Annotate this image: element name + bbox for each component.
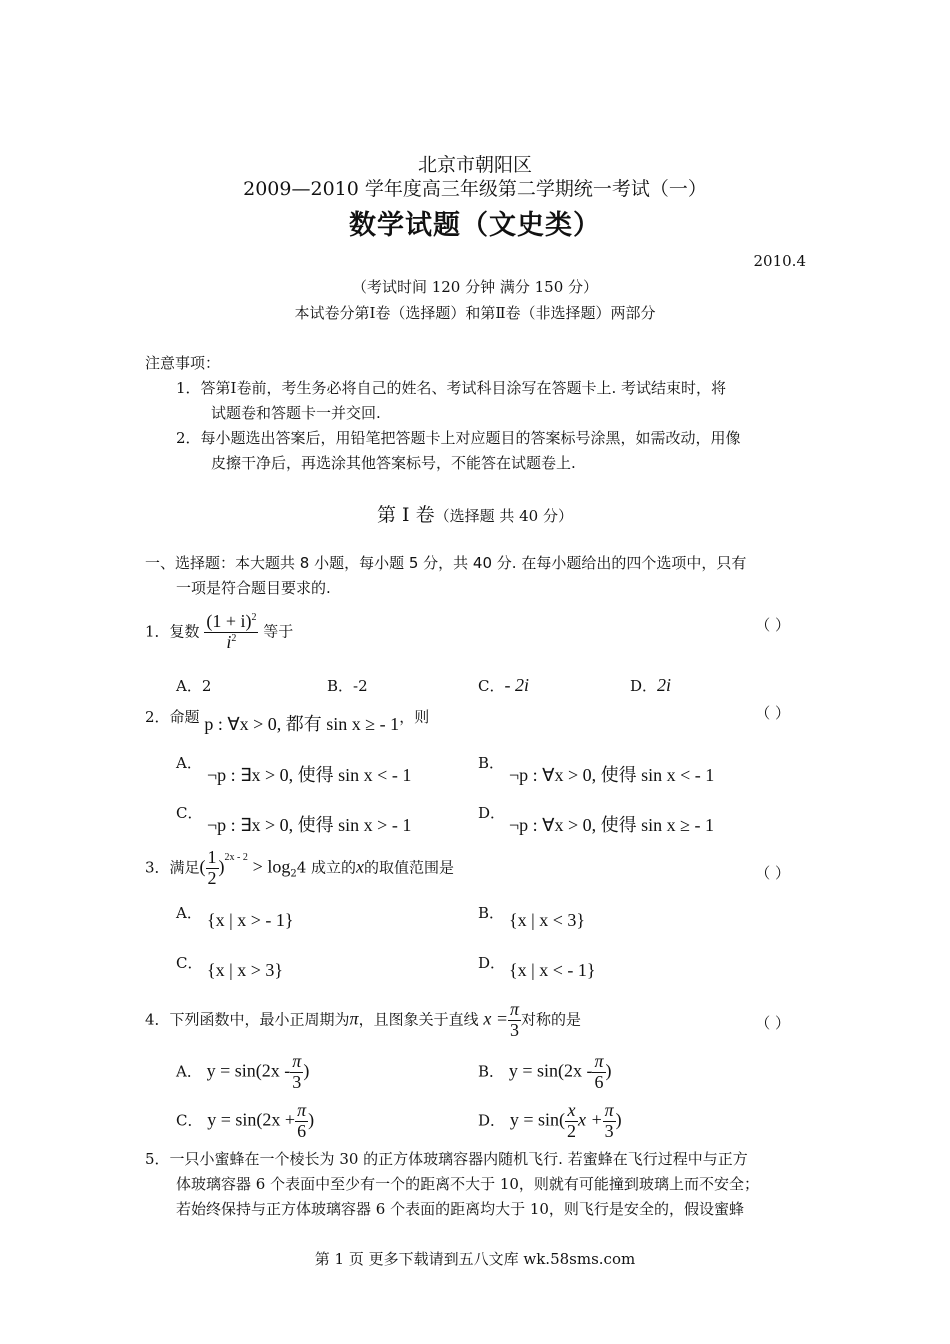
question-4-fraction <box>508 1000 521 1041</box>
question-4 <box>145 1000 581 1041</box>
option-3-c-text: {x | x > 3} <box>207 960 284 980</box>
q3-exponent: 2x - 2 <box>224 852 248 864</box>
page-footer: 第 1 页 更多下载请到五八文库 wk.58sms.com <box>314 1250 636 1268</box>
option-3-b-text: {x | x < 3} <box>509 910 586 930</box>
subject-title: 数学试题（文史类） <box>349 210 601 241</box>
exam-title: 2009—2010 学年度高三年级第二学期统一考试（一） <box>243 178 707 200</box>
section-instruction-line1: 一、选择题：本大题共 8 小题，每小题 5 分，共 40 分. 在每小题给出的四个选项中，只有 <box>145 554 747 572</box>
option-4-a <box>176 1052 309 1093</box>
question-3-suffix: 的取值范围是 <box>364 858 455 877</box>
question-2-prefix: 2．命题 <box>145 708 200 726</box>
school-title: 北京市朝阳区 <box>417 154 532 176</box>
option-fraction <box>592 1052 605 1093</box>
q3-variable: x <box>356 856 365 877</box>
option-2-b-text: ¬p : ∀x > 0, 使得 sin x < - 1 <box>509 765 715 785</box>
option-4-c <box>176 1101 314 1142</box>
option-label: A． <box>176 1062 202 1081</box>
notice-heading: 注意事项： <box>145 354 221 372</box>
q3-frac-numerator: 1 <box>207 847 217 867</box>
option-1-c <box>478 675 529 696</box>
question-4-prefix: 4．下列函数中，最小正周期为 <box>145 1010 350 1029</box>
option-post: ) <box>308 1109 315 1130</box>
frac-denominator: 3 <box>604 1120 614 1141</box>
option-3-a-label: A． <box>176 904 202 922</box>
option-label: C． <box>478 677 505 695</box>
option-2-d-label: D． <box>478 804 506 822</box>
answer-bracket-4: （ ） <box>755 1014 790 1032</box>
option-1-a <box>176 675 211 696</box>
q4-frac-denominator: 3 <box>510 1019 520 1040</box>
option-fraction-2 <box>603 1101 616 1142</box>
question-5-line2: 体玻璃容器 6 个表面中至少有一个的距离不大于 10，则就有可能撞到玻璃上而不安全； <box>176 1175 759 1193</box>
option-1-d <box>630 675 671 696</box>
question-3-fraction <box>206 848 219 889</box>
section-note: （选择题 共 40 分） <box>434 507 573 525</box>
question-3-prefix: 3．满足 <box>145 858 200 877</box>
option-pre: y = sin( <box>509 1109 565 1130</box>
option-label: C． <box>176 1111 203 1130</box>
exam-date: 2010.4 <box>753 252 806 270</box>
option-3-d-text: {x | x < - 1} <box>509 960 596 980</box>
option-fraction <box>295 1101 308 1142</box>
q1-num-exponent: 2 <box>251 612 257 623</box>
option-4-b <box>478 1052 612 1093</box>
section-title <box>0 500 950 527</box>
frac-denominator: 6 <box>594 1071 604 1092</box>
frac-numerator: π <box>297 1100 307 1120</box>
notice-item-2-line2: 皮擦干净后，再选涂其他答案标号，不能答在试题卷上. <box>211 454 576 472</box>
option-2-c-text: ¬p : ∃x > 0, 使得 sin x > - 1 <box>207 815 412 835</box>
option-text: 2 <box>201 677 212 695</box>
question-1-prefix: 1．复数 <box>145 622 200 641</box>
question-1-suffix: 等于 <box>263 622 294 641</box>
q1-denominator: i <box>226 631 232 652</box>
notice-item-1-line1: 1．答第Ⅰ卷前，考生务必将自己的姓名、考试科目涂写在答题卡上. 考试结束时，将 <box>176 379 727 397</box>
question-2 <box>145 702 430 734</box>
q3-frac-denominator: 2 <box>207 867 217 888</box>
answer-bracket-1: （ ） <box>755 616 790 634</box>
option-text: 2i <box>657 675 672 695</box>
question-4-suffix: 对称的是 <box>521 1010 582 1029</box>
option-1-b <box>327 675 368 696</box>
option-2-d-text: ¬p : ∀x > 0, 使得 sin x ≥ - 1 <box>509 815 714 835</box>
question-5-line1: 5．一只小蜜蜂在一个棱长为 30 的正方体玻璃容器内随机飞行. 若蜜蜂在飞行过程中与正方 <box>145 1150 748 1168</box>
section-instruction-line2: 一项是符合题目要求的. <box>176 579 331 597</box>
question-5-line3: 若始终保持与正方体玻璃容器 6 个表面的距离均大于 10，则飞行是安全的，假设蜜蜂 <box>176 1200 744 1218</box>
option-mid: x + <box>577 1109 603 1130</box>
frac-denominator: 3 <box>292 1071 302 1092</box>
question-2-expression: p : ∀x > 0, 都有 sin x ≥ - 1 <box>204 714 400 734</box>
option-post: ) <box>303 1060 310 1081</box>
frac-numerator: π <box>292 1051 302 1071</box>
option-label: D． <box>630 677 658 695</box>
exam-structure: 本试卷分第Ⅰ卷（选择题）和第Ⅱ卷（非选择题）两部分 <box>294 304 656 322</box>
q4-x-equals: x = <box>483 1008 509 1029</box>
q3-log: > log <box>252 856 291 877</box>
question-1 <box>145 612 293 653</box>
notice-item-2-line1: 2．每小题选出答案后，用铅笔把答题卡上对应题目的答案标号涂黑，如需改动，用像 <box>176 429 741 447</box>
question-4-mid: ，且图象关于直线 <box>358 1010 479 1029</box>
answer-bracket-3: （ ） <box>755 864 790 882</box>
option-fraction <box>290 1052 303 1093</box>
option-2-a-label: A． <box>176 754 202 772</box>
option-text: - 2i <box>504 675 529 695</box>
frac-numerator: π <box>594 1051 604 1071</box>
frac-numerator: x <box>565 1101 578 1122</box>
option-fraction <box>565 1101 578 1142</box>
question-2-suffix: ，则 <box>399 708 430 726</box>
frac-numerator: π <box>604 1100 614 1120</box>
frac-denominator: 2 <box>566 1120 576 1141</box>
section-label: 第 Ⅰ 卷 <box>377 504 435 526</box>
option-2-c-label: C． <box>176 804 203 822</box>
option-post: ) <box>605 1060 612 1081</box>
option-pre: y = sin(2x + <box>207 1109 296 1130</box>
option-label: A． <box>176 677 202 695</box>
answer-bracket-2: （ ） <box>755 704 790 722</box>
q4-frac-numerator: π <box>510 999 520 1019</box>
q3-log-base: 2 <box>290 868 297 880</box>
option-pre: y = sin(2x - <box>508 1060 593 1081</box>
option-2-b-label: B． <box>478 754 505 772</box>
q3-rest: 4 成立的 <box>296 858 357 877</box>
q1-den-exponent: 2 <box>231 632 237 644</box>
frac-denominator: 6 <box>297 1120 307 1141</box>
option-4-d <box>478 1101 622 1142</box>
q1-numerator: (1 + i) <box>206 611 252 631</box>
option-label: B． <box>478 1062 505 1081</box>
option-3-d-label: D． <box>478 954 506 972</box>
question-3: 3．满足( $\frac{1}{2}$ )$^{2x - 2} > \log_24$ 成立的x的取值范围是 <box>145 847 455 888</box>
option-label: B． <box>327 677 354 695</box>
question-1-fraction <box>204 612 258 653</box>
option-3-b-label: B． <box>478 904 505 922</box>
option-post: ) <box>615 1109 622 1130</box>
exam-duration: （考试时间 120 分钟 满分 150 分） <box>351 278 599 296</box>
option-label: D． <box>478 1111 506 1130</box>
option-2-a-text: ¬p : ∃x > 0, 使得 sin x < - 1 <box>207 765 412 785</box>
q4-pi: π <box>349 1008 359 1029</box>
notice-item-1-line2: 试题卷和答题卡一并交回. <box>211 404 381 422</box>
option-text: -2 <box>353 677 368 695</box>
option-pre: y = sin(2x - <box>206 1060 291 1081</box>
option-3-a-text: {x | x > - 1} <box>207 910 294 930</box>
option-3-c-label: C． <box>176 954 203 972</box>
